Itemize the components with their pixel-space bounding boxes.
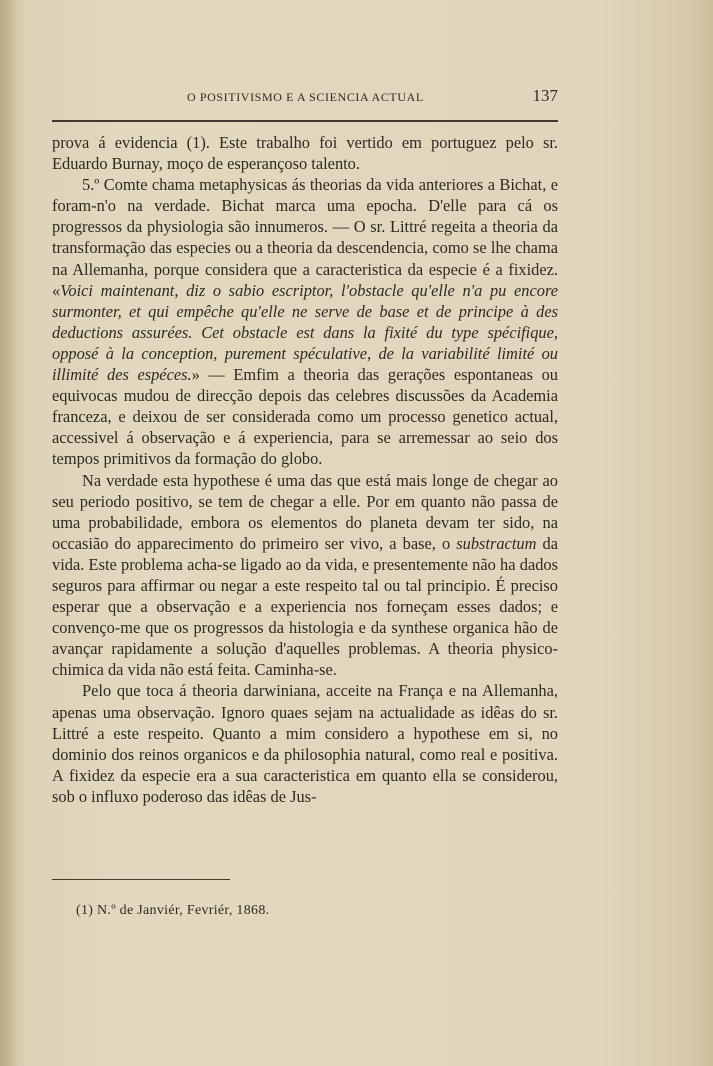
paragraph-3 <box>52 470 558 681</box>
paragraph-1: prova á evidencia (1). Este trabalho foi vertido em portuguez pelo sr. Eduardo Burnay, moço de esperançoso talento. <box>52 133 558 174</box>
binding-shadow <box>0 0 18 1066</box>
footnote: (1) N.º de Janviér, Fevriér, 1868. <box>76 903 270 918</box>
paragraph-4: Pelo que toca á theoria darwiniana, acceite na França e na Allemanha, apenas uma observação. Ignoro quaes sejam na actualidade as idêas do sr. Littré a este respeito. Quanto a mim considero a hypothese em si, no dominio dos reinos organicos e da philosophia natural, como real e positiva. A fixidez da especie era a sua caracteristica em quanto ella se considerou, sob o influxo poderoso das idêas de Jus- <box>52 681 558 806</box>
page-header <box>52 86 558 110</box>
paragraph-2-text-a: 5.º Comte chama metaphysicas ás theorias da vida anteriores a Bichat, e foram-n'o na verdade. Bichat marca uma epocha. D'elle para cá os progressos da physiologia são innumeros. — O sr. Littré regeita a theoria da transformação das especies ou a theoria da descendencia, como se lhe chama na Allemanha, porque considera que a caracteristica da especie é a fixidez. « <box>52 175 558 300</box>
paragraph-3-text-b: da vida. Este problema acha-se ligado ao da vida, e presentemente não ha dados seguros para affirmar ou negar a este respeito tal ou tal principio. É preciso esperar que a observação e a experiencia nos forneçam esses dados; e convenço-me que os progressos da histologia e da synthese organica hão de avançar rapidamente a solução d'aquelles problemas. A theoria physico-chimica da vida não está feita. Caminha-se. <box>52 533 558 680</box>
page-number: 137 <box>532 86 558 105</box>
paragraph-2-text-b: » — Emfim a theoria das gerações espontaneas ou equivocas mudou de direcção depois das celebres discussões da Academia franceza, e deixou de ser considerada como um processo genetico actual, accessivel á observação e á experiencia, para se arremessar ao seio dos tempos primitivos da formação do globo. <box>52 365 558 469</box>
italic-term: substractum <box>456 533 537 553</box>
french-quotation: Voici maintenant, diz o sabio escriptor, l'obstacle qu'elle n'a pu encore surmonter, et qui empêche qu'elle ne serve de base et de principe à des deductions assurées. Cet obstacle est dans la fixité du type spécifique, opposé à la conception, purement spéculative, de la variabilité limité ou illimité des espéces. <box>52 280 558 385</box>
footnote-rule <box>52 879 230 880</box>
header-rule <box>52 120 558 122</box>
running-title: O POSITIVISMO E A SCIENCIA ACTUAL <box>187 90 424 104</box>
paragraph-3-text-a: Na verdade esta hypothese é uma das que está mais longe de chegar ao seu periodo positivo, se tem de chegar a elle. Por em quanto não passa de uma probabilidade, embora os elementos do planeta devam ter sido, na occasião do apparecimento do primeiro ser vivo, a base, o <box>52 470 558 553</box>
body-text <box>52 132 558 807</box>
paragraph-2 <box>52 174 558 469</box>
